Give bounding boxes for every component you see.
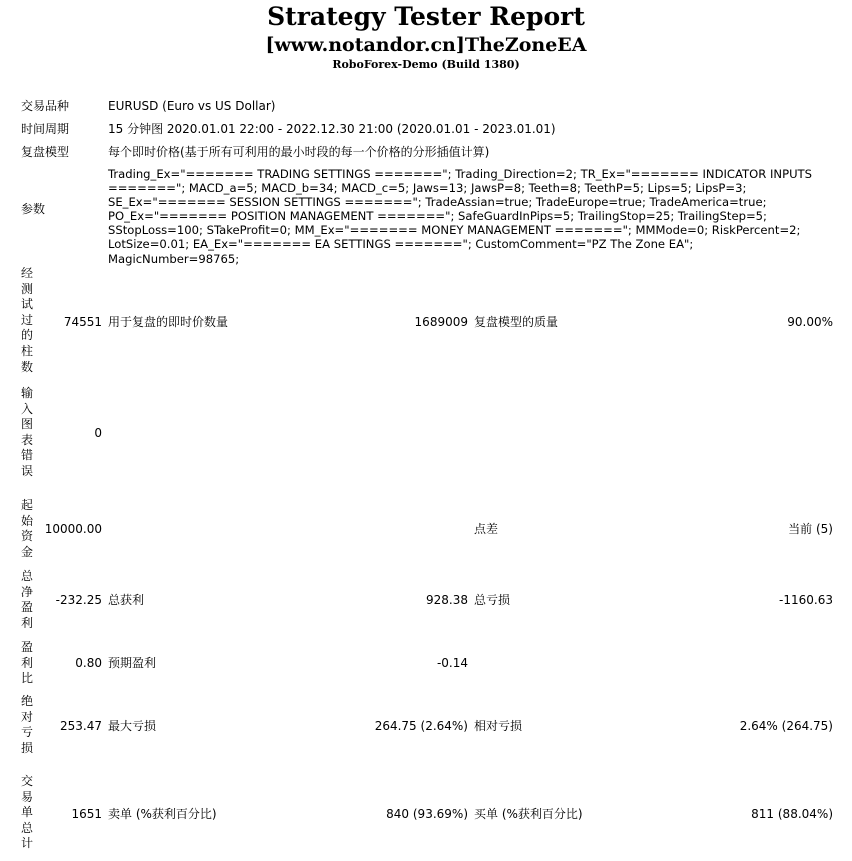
relative-drawdown-value: 2.64% (264.75) (739, 719, 833, 733)
maximal-drawdown-value: 264.75 (2.64%) (374, 719, 468, 733)
absolute-drawdown-label: 绝对亏损 (21, 694, 34, 755)
absolute-drawdown-value: 253.47 (60, 719, 102, 733)
bars-value: 74551 (63, 315, 102, 329)
short-positions-label: 卖单 (%获利百分比) (108, 807, 217, 821)
gross-loss-value: -1160.63 (779, 593, 833, 607)
symbol-value: EURUSD (Euro vs US Dollar) (108, 99, 276, 113)
relative-drawdown-label: 相对亏损 (474, 719, 523, 733)
net-profit-value: -232.25 (55, 593, 102, 607)
deposit-value: 10000.00 (44, 522, 102, 536)
period-label: 时间周期 (21, 122, 70, 136)
model-value: 每个即时价格(基于所有可利用的最小时段的每一个价格的分形插值计算) (108, 145, 490, 159)
params-value: Trading_Ex="======= TRADING SETTINGS ======="; Trading_Direction=2; TR_Ex="======= INDICATOR INPUTS ======="; MACD_a=5; MACD_b=34; MACD_c=5; Jaws=13; JawsP=8; Teeth=8; TeethP=5; Lips=5; LipsP=3; SE_Ex="======= SESSION SETTINGS ======="; TradeAssian=true; TradeEurope=true; TradeAmerica=true; PO_Ex="======= POSITION MANAGEMENT ======="; SafeGuardInPips=5; TrailingStop=25; TrailingStep=5; SStopLoss=100; STakeProfit=0; MM_Ex="======= MONEY MANAGEMENT ======="; MMMode=0; RiskPercent=2; LotSize=0.01; EA_Ex="======= EA SETTINGS ======="; CustomComment="PZ The Zone EA"; MagicNumber=98765; (108, 167, 812, 266)
model-label: 复盘模型 (21, 145, 70, 159)
total-trades-value: 1651 (71, 807, 102, 821)
spread-label: 点差 (474, 522, 499, 536)
maximal-drawdown-label: 最大亏损 (108, 719, 157, 733)
ticks-label: 用于复盘的即时价数量 (108, 315, 229, 329)
quality-value: 90.00% (787, 315, 833, 329)
ticks-value: 1689009 (414, 315, 468, 329)
symbol-label: 交易品种 (21, 99, 70, 113)
expected-payoff-value: -0.14 (436, 656, 468, 670)
profit-factor-value: 0.80 (75, 656, 102, 670)
errors-value: 0 (94, 426, 102, 440)
profit-factor-label: 盈利比 (21, 640, 34, 686)
spread-value: 当前 (5) (788, 522, 833, 536)
short-positions-value: 840 (93.69%) (386, 807, 468, 821)
gross-profit-label: 总获利 (108, 593, 145, 607)
total-trades-label: 交易单总计 (21, 774, 34, 851)
net-profit-label: 总净盈利 (21, 569, 34, 630)
report-title: Strategy Tester Report (267, 2, 585, 31)
period-value: 15 分钟图 2020.01.01 22:00 - 2022.12.30 21:00 (2020.01.01 - 2023.01.01) (108, 122, 556, 136)
long-positions-value: 811 (88.04%) (751, 807, 833, 821)
bars-label: 经测试过的柱数 (21, 266, 34, 374)
deposit-label: 起始资金 (21, 498, 34, 559)
params-label: 参数 (21, 202, 46, 216)
gross-loss-label: 总亏损 (474, 593, 511, 607)
quality-label: 复盘模型的质量 (474, 315, 559, 329)
gross-profit-value: 928.38 (426, 593, 468, 607)
report-build: RoboForex-Demo (Build 1380) (332, 58, 520, 71)
long-positions-label: 买单 (%获利百分比) (474, 807, 583, 821)
errors-label: 输入图表错误 (21, 386, 34, 478)
expected-payoff-label: 预期盈利 (108, 656, 157, 670)
report-subtitle: [www.notandor.cn]TheZoneEA (265, 34, 587, 56)
